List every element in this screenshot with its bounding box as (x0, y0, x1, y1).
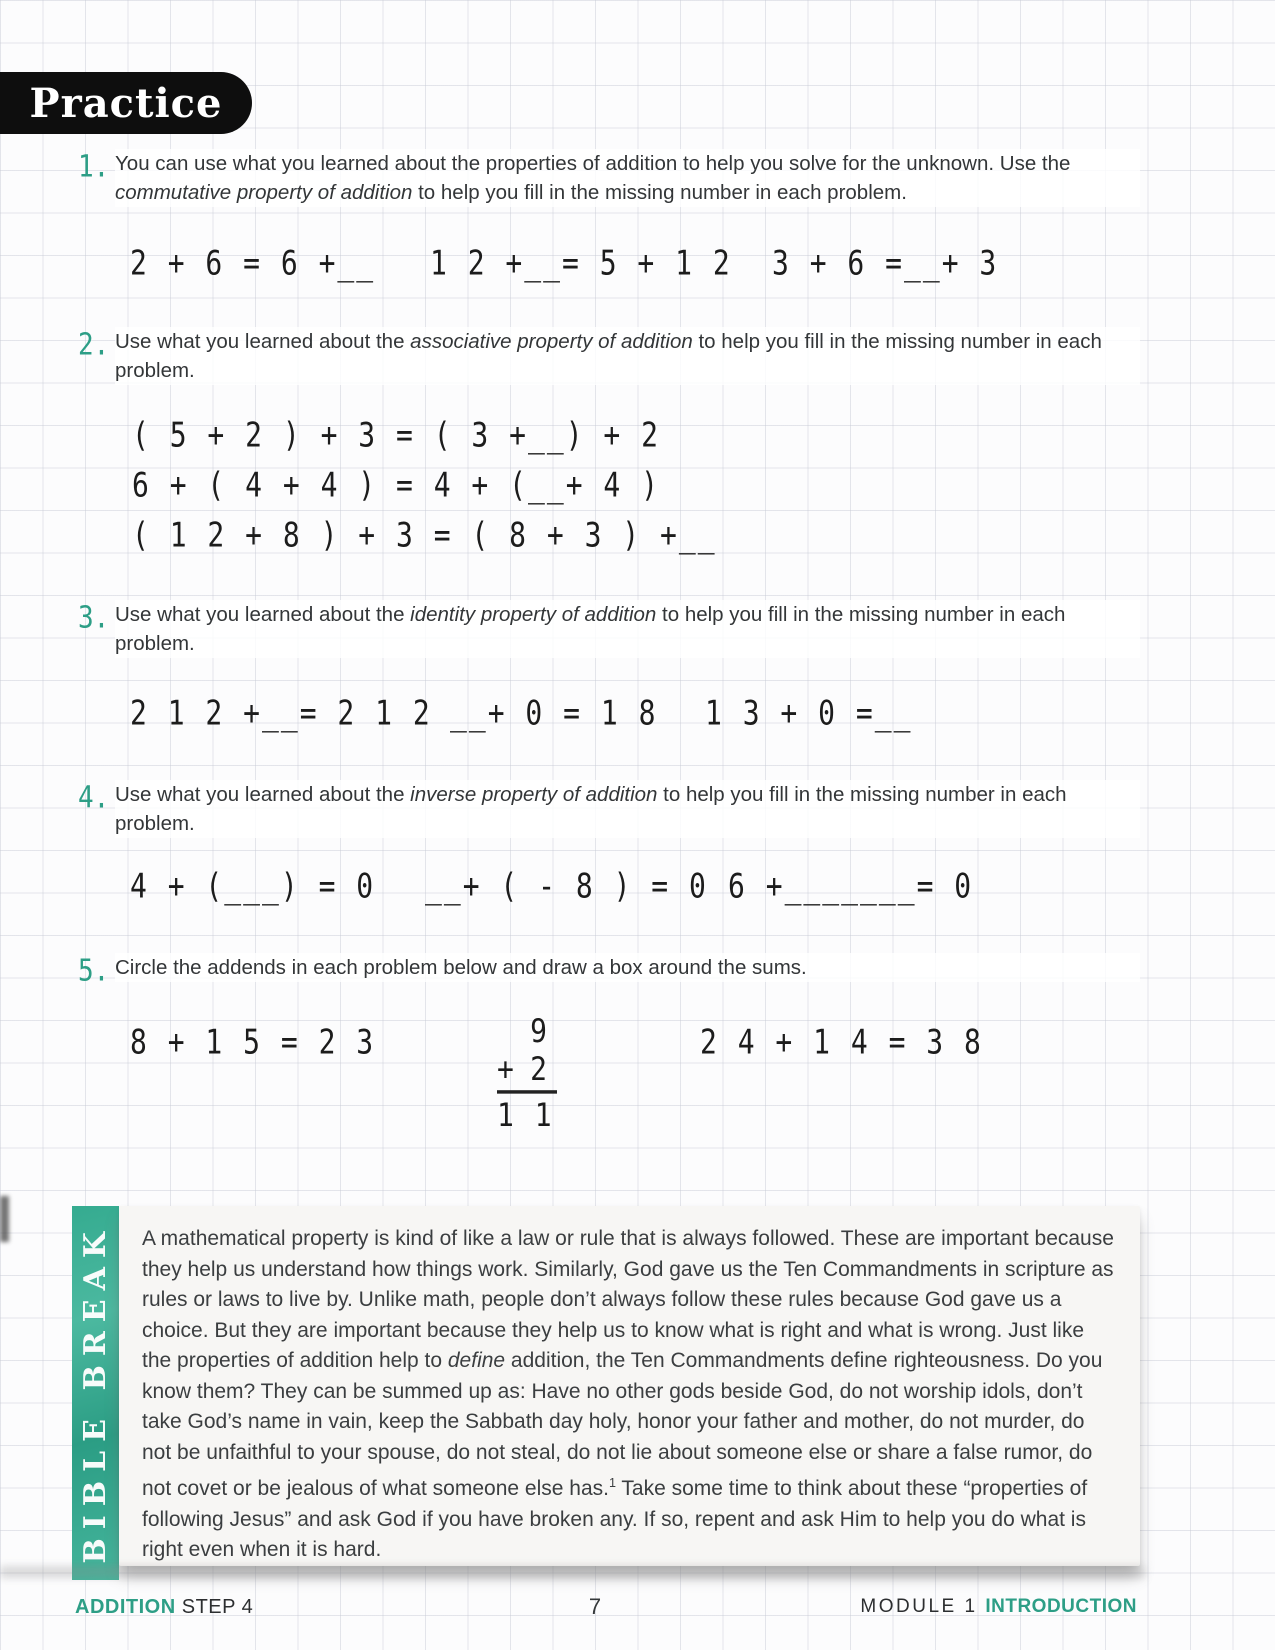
equation: 3 + 6 =__+ 3 (772, 243, 999, 284)
problem-1-number: 1. (78, 150, 110, 185)
problem-1-italic: commutative property of addition (115, 181, 413, 204)
problem-3-text (115, 600, 1140, 658)
problem-2-italic: associative property of addition (410, 330, 693, 353)
equation: 2 1 2 +__= 2 1 2 (130, 693, 432, 734)
problem-5-number: 5. (78, 954, 110, 989)
problem-2-number: 2. (78, 328, 110, 363)
equation: 1 2 +__= 5 + 1 2 (430, 243, 732, 284)
plus-operator: + (497, 1049, 516, 1088)
equation: ( 5 + 2 ) + 3 = ( 3 +__) + 2 (132, 415, 661, 456)
problem-5-lead: Circle the addends in each problem below and draw a box around the sums. (115, 956, 807, 979)
problem-2-text (115, 327, 1140, 385)
practice-badge (0, 72, 252, 134)
equation: __+ ( - 8 ) = 0 (425, 866, 708, 907)
problem-1-text (115, 149, 1140, 207)
equation: __+ 0 = 1 8 (450, 693, 658, 734)
equation: 1 3 + 0 =__ (705, 693, 913, 734)
vertical-addition-result: 1 1 (497, 1095, 554, 1134)
problem-2-tail: to help you fill in the missing number in each problem. (115, 330, 1102, 382)
footer-addition-label: ADDITION (75, 1596, 176, 1618)
bible-break-banner (72, 1206, 119, 1580)
bible-break-card (119, 1206, 1140, 1566)
equation: ( 1 2 + 8 ) + 3 = ( 8 + 3 ) +__ (132, 515, 717, 556)
scan-smudge (0, 1196, 9, 1242)
card-shadow (0, 1566, 1145, 1578)
vertical-addition-addend: 2 (530, 1049, 549, 1088)
problem-4-tail: to help you fill in the missing number in each problem. (115, 783, 1067, 835)
equation: 2 + 6 = 6 +__ (130, 243, 376, 284)
bible-break-paragraph (142, 1224, 1114, 1566)
problem-3-lead: Use what you learned about the (115, 603, 411, 626)
bible-break-text-3: Take some time to think about these “properties of following Jesus” and ask God if you have broken any. If so, repent and ask Him to help you do what is right even when it is hard. (142, 1477, 1088, 1561)
problem-3-tail: to help you fill in the missing number in each problem. (115, 603, 1066, 655)
equation: 6 +_______= 0 (728, 866, 974, 907)
bible-break-label: BIBLE BREAK (78, 1222, 113, 1564)
problem-1-lead: You can use what you learned about the properties of addition to help you solve for the unknown. Use the (115, 152, 1071, 175)
footnote-marker: 1 (608, 1476, 616, 1490)
problem-2-lead: Use what you learned about the (115, 330, 411, 353)
problem-5-text (115, 953, 1140, 982)
equation: 8 + 1 5 = 2 3 (130, 1022, 376, 1063)
problem-4-text (115, 780, 1140, 838)
bible-break-text-1: A mathematical property is kind of like a law or rule that is always followed. These are important because they help us understand how things work. Similarly, God gave us the Ten Commandments in scripture as rules or laws to live by. Unlike math, people don’t always follow these rules because God gave us a choice. But they are important because they help us to know what is right and what is wrong. Just like the properties of addition help to (142, 1227, 1114, 1372)
page-number: 7 (588, 1594, 602, 1619)
problem-4-number: 4. (78, 781, 110, 816)
equation: 6 + ( 4 + 4 ) = 4 + (__+ 4 ) (132, 465, 661, 506)
problem-4-lead: Use what you learned about the (115, 783, 411, 806)
equation: 4 + (___) = 0 (130, 866, 376, 907)
footer-step-label: STEP 4 (175, 1596, 254, 1618)
footer-right (860, 1596, 1137, 1618)
bible-break-text-2: addition, the Ten Commandments define righteousness. Do you know them? They can be summed up as: Have no other gods beside God, do not worship idols, don’t take God’s name in vain, keep the Sabbath day holy, honor your father and mother, do not murder, do not be unfaithful to your spouse, do not steal, do not lie about someone else or share a false rumor, do not covet or be jealous of what someone else has. (142, 1349, 1103, 1500)
footer-module-label: MODULE 1 (860, 1596, 986, 1617)
problem-4-italic: inverse property of addition (410, 783, 658, 806)
problem-1-tail: to help you fill in the missing number in each problem. (412, 181, 907, 204)
footer-left (75, 1596, 253, 1619)
vertical-addition-problem (497, 1012, 557, 1134)
footer-introduction-label: INTRODUCTION (985, 1596, 1137, 1617)
practice-badge-label: Practice (29, 79, 223, 127)
bible-break-italic: define (447, 1349, 506, 1372)
vertical-addition-top: 9 (530, 1012, 549, 1050)
vertical-addition-row (497, 1050, 557, 1094)
problem-3-italic: identity property of addition (410, 603, 657, 626)
equation: 2 4 + 1 4 = 3 8 (700, 1022, 983, 1063)
problem-3-number: 3. (78, 601, 110, 636)
